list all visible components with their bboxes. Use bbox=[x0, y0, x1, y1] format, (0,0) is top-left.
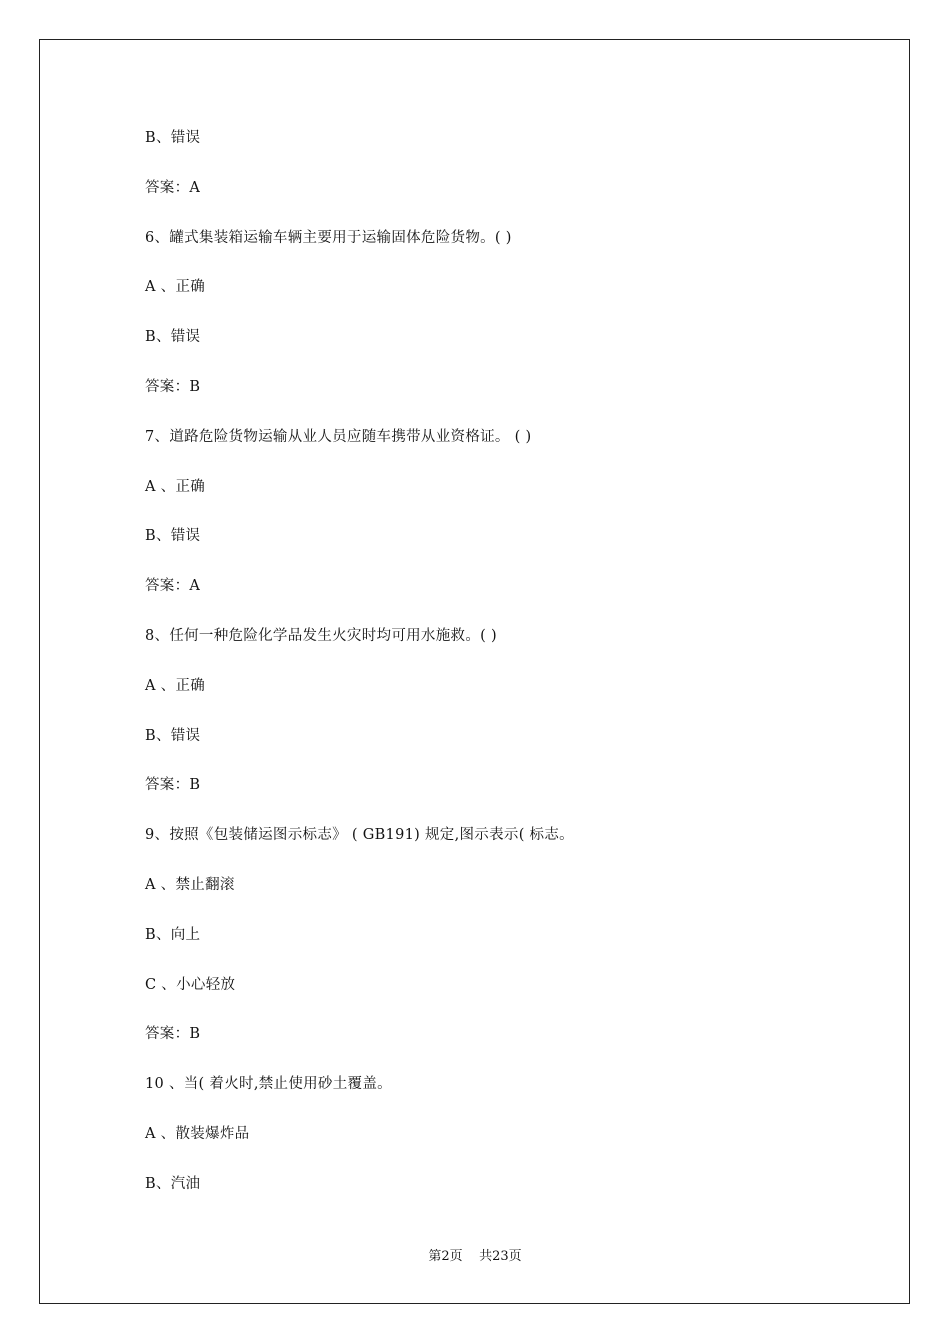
option-c-q9: C 、小心轻放 bbox=[145, 976, 236, 993]
option-a-q7: A 、正确 bbox=[145, 478, 206, 495]
question-6: 6、罐式集装箱运输车辆主要用于运输固体危险货物。( ) bbox=[145, 229, 512, 246]
question-9: 9、按照《包装储运图示标志》 ( GB191) 规定,图示表示( 标志。 bbox=[145, 827, 574, 844]
option-b-q9: B、向上 bbox=[145, 926, 201, 943]
page-number-footer: 第2页 共23页 bbox=[428, 1249, 522, 1264]
option-a-q8: A 、正确 bbox=[145, 677, 206, 694]
answer-q8: 答案：B bbox=[145, 777, 201, 794]
document-body bbox=[145, 127, 865, 1223]
option-a-q9: A 、禁止翻滚 bbox=[145, 876, 235, 893]
answer-q7: 答案：A bbox=[145, 578, 201, 595]
option-b-q8: B、错误 bbox=[145, 727, 201, 744]
question-8: 8、任何一种危险化学品发生火灾时均可用水施救。( ) bbox=[145, 627, 497, 644]
option-b-q5: B、错误 bbox=[145, 130, 201, 146]
answer-q5: 答案：A bbox=[145, 179, 201, 196]
answer-q9: 答案：B bbox=[145, 1026, 201, 1043]
question-10: 10 、当( 着火时,禁止使用砂土覆盖。 bbox=[145, 1076, 392, 1093]
option-a-q6: A 、正确 bbox=[145, 279, 206, 296]
answer-q6: 答案：B bbox=[145, 378, 201, 395]
option-a-q10: A 、散装爆炸品 bbox=[145, 1125, 250, 1142]
option-b-q10: B、汽油 bbox=[145, 1175, 201, 1192]
option-b-q7: B、错误 bbox=[145, 528, 201, 545]
option-b-q6: B、错误 bbox=[145, 329, 201, 346]
question-7: 7、道路危险货物运输从业人员应随车携带从业资格证。 ( ) bbox=[145, 428, 532, 445]
